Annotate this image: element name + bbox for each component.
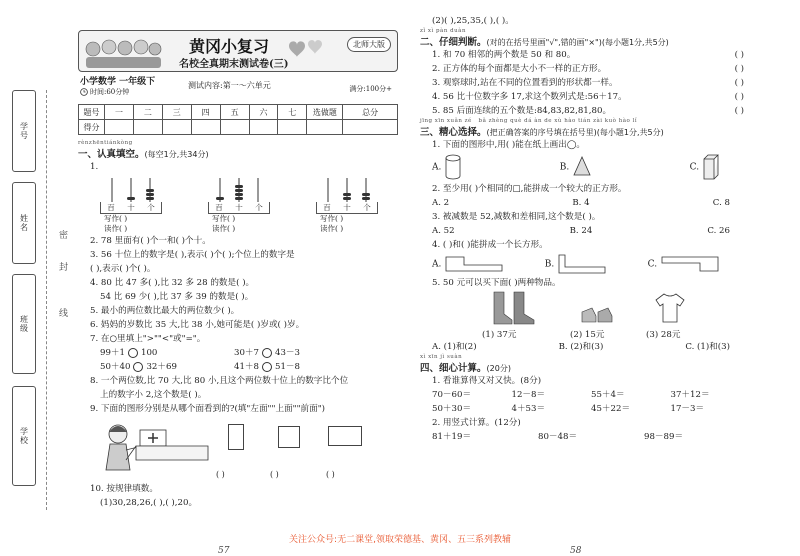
section-1-heading: 一、认真填空。 (78, 149, 145, 160)
option-a[interactable] (432, 154, 462, 180)
q5-options (420, 340, 750, 354)
option-c[interactable] (648, 255, 720, 273)
place-ones: 个 (147, 203, 155, 212)
section-1 (78, 140, 398, 510)
abacus-place-labels (316, 202, 378, 214)
calc-item[interactable]: 81＋19＝ (432, 432, 472, 442)
cut-line (46, 90, 47, 510)
abacus-icon (100, 176, 162, 202)
q1-options (420, 152, 750, 182)
q2-options (420, 196, 750, 210)
compare-left: 30＋7 (234, 348, 259, 358)
compare-right: 43－3 (275, 348, 300, 358)
option-label: B. (559, 162, 570, 173)
abacus-read[interactable]: 读作( ) (212, 224, 236, 233)
view-option-square (278, 426, 300, 448)
compare-circle[interactable] (262, 348, 272, 358)
question-line[interactable]: (2)( ),25,35,( ),( )。 (432, 16, 514, 26)
abacus-icon (316, 176, 378, 202)
option-c[interactable]: C. 8 (712, 198, 730, 208)
compare-right: 51－8 (275, 362, 300, 372)
price-3: (3) 28元 (646, 330, 681, 340)
place-hundreds: 百 (107, 203, 115, 212)
q4-options (420, 252, 750, 276)
abacus-icon (208, 176, 270, 202)
price-1: (1) 37元 (482, 330, 517, 340)
table-cell: 三 (162, 105, 191, 120)
brand-logo: 黄冈小复习 (189, 37, 270, 56)
question-line[interactable]: 5. 50 元可以买下面( )两种物品。 (432, 278, 561, 288)
question-1-number: 1. (90, 162, 99, 172)
notch-shape-icon (660, 255, 720, 273)
score-table (78, 104, 398, 135)
header-banner (78, 30, 398, 72)
question-line: 9. 下面的图形分别是从哪个面看到的?(填"左面""上面""前面") (90, 404, 326, 414)
place-ones: 个 (255, 203, 263, 212)
page-number-left: 57 (218, 546, 230, 556)
l-shape-icon (444, 255, 504, 273)
table-cell: 一 (105, 105, 134, 120)
question-line[interactable]: 6. 妈妈的岁数比 35 大,比 38 小,她可能是( )岁或( )岁。 (90, 320, 305, 330)
question-line[interactable]: 54 比 69 少( ),比 37 多 39 的数是( )。 (100, 292, 254, 302)
judge-blank[interactable]: ( ) (734, 78, 744, 88)
calc-item[interactable]: 80－48＝ (538, 432, 578, 442)
table-cell: 四 (191, 105, 220, 120)
judge-item (420, 76, 750, 90)
score-input-cell[interactable] (249, 120, 278, 135)
judge-text: 5. 85 后面连续的五个数是:84,83,82,81,80。 (432, 106, 612, 116)
hearts-decoration-icon (287, 37, 327, 63)
compare-circle[interactable] (128, 348, 138, 358)
cone-icon (572, 155, 592, 179)
compare-left: 99＋1 (100, 348, 125, 358)
subject-label: 小学数学 一年级下 (80, 77, 156, 87)
place-hundreds: 百 (215, 203, 223, 212)
option-label: C. (689, 162, 700, 173)
step-shape-icon (557, 253, 607, 275)
score-input-cell[interactable] (278, 120, 307, 135)
calc-item[interactable]: 70－60＝ (432, 390, 472, 400)
view-figures (78, 418, 398, 482)
place-tens: 十 (343, 203, 351, 212)
section-2-title (420, 34, 750, 48)
abacus-write[interactable]: 写作( ) (320, 214, 344, 223)
fold-char-3: 线 (57, 308, 67, 317)
judge-blank[interactable]: ( ) (734, 106, 744, 116)
student-id-label: 学号 (19, 122, 29, 140)
calc-item[interactable]: 12－8＝ (511, 390, 546, 400)
section-2-heading: 二、仔细判断。 (420, 37, 487, 48)
view-option-wide (328, 426, 362, 446)
judge-blank[interactable]: ( ) (734, 50, 744, 60)
section-3-pinyin-1: jīng xīn xuǎn zé (420, 118, 472, 124)
option-a[interactable]: A. 52 (432, 226, 455, 236)
calc-1-title: 1. 看谁算得又对又快。(8分) (432, 376, 542, 386)
option-label: A. (432, 162, 442, 173)
compare-left: 41＋8 (234, 362, 259, 372)
section-4-heading: 四、细心计算。 (420, 363, 487, 374)
section-4-pinyin: xì xīn jì suàn (420, 354, 463, 360)
boots-icon (490, 290, 540, 326)
table-cell: 总分 (343, 105, 398, 120)
place-tens: 十 (127, 203, 135, 212)
view-answer[interactable]: ( ) (326, 470, 335, 479)
abacus-place-labels (208, 202, 270, 214)
girl-with-box-illustration-icon (96, 420, 216, 480)
score-input-cell[interactable] (307, 120, 343, 135)
section-3-pinyin-2: bǎ zhèng què dá àn de xù hào tián zài kuò hào lǐ (478, 118, 638, 124)
calc-item[interactable]: 4＋53＝ (511, 404, 546, 414)
question-line[interactable]: ( ),表示( )个( )。 (90, 264, 156, 274)
score-input-cell[interactable] (133, 120, 162, 135)
option-c[interactable] (690, 153, 720, 181)
calc-item[interactable]: 98－89＝ (644, 432, 684, 442)
calc-item[interactable]: 17－3＝ (670, 404, 705, 414)
calc-item[interactable]: 45＋22＝ (591, 404, 631, 414)
compare-circle[interactable] (262, 362, 272, 372)
cylinder-icon (444, 154, 462, 180)
fold-char-2: 封 (57, 262, 67, 271)
score-table-row (79, 120, 398, 135)
abacus-read[interactable]: 读作( ) (104, 224, 128, 233)
compare-item (234, 360, 368, 374)
score-input-cell[interactable] (191, 120, 220, 135)
compare-circle[interactable] (133, 362, 143, 372)
abacus-2 (208, 176, 270, 234)
section-3-heading: 三、精心选择。 (420, 127, 487, 138)
school-label: 学校 (19, 427, 29, 445)
calc-2-grid (420, 430, 750, 444)
option-a[interactable]: A. (1)和(2) (432, 342, 477, 352)
judge-item (420, 104, 750, 118)
page-number-right: 58 (570, 546, 582, 556)
shoes-icon (580, 302, 614, 324)
promo-footer: 关注公众号:无二课堂,领取荣德基、黄冈、五三系列教辅 (289, 535, 511, 545)
section-1-title (78, 146, 398, 160)
option-label: C. (647, 259, 658, 270)
option-a[interactable] (432, 255, 504, 273)
abacus-write[interactable]: 写作( ) (104, 214, 128, 223)
judge-text: 4. 56 比十位数字多 17,求这个数列式是:56＋17。 (432, 92, 627, 102)
option-c[interactable]: C. 26 (707, 226, 730, 236)
table-cell: 七 (278, 105, 307, 120)
question-line[interactable]: 3. 56 十位上的数字是( ),表示( )个( );个位上的数字是 (90, 250, 295, 260)
q5-items (420, 290, 750, 340)
judge-item (420, 48, 750, 62)
class-box[interactable] (12, 274, 36, 374)
table-cell: 题号 (79, 105, 105, 120)
exam-title: 名校全真期末测试卷(三) (179, 59, 289, 70)
calc-item[interactable]: 37＋12＝ (670, 390, 710, 400)
name-label: 姓名 (19, 214, 29, 232)
question-line: 7. 在○里填上">""<"或"="。 (90, 334, 206, 344)
question-line: 10. 按规律填数。 (90, 484, 158, 494)
compare-item (100, 360, 234, 374)
student-id-box[interactable] (12, 90, 36, 172)
question-line[interactable]: 上的数字小 2,这个数是( )。 (100, 390, 207, 400)
question-line[interactable]: 1. 下面的图形中,用( )能在纸上画出◯。 (432, 140, 586, 150)
table-cell: 六 (249, 105, 278, 120)
option-b[interactable]: B. 24 (569, 226, 593, 236)
compare-item (100, 346, 234, 360)
option-c[interactable]: C. (1)和(3) (685, 342, 730, 352)
score-input-cell[interactable] (162, 120, 191, 135)
section-4-note: (20分) (486, 364, 511, 373)
test-scope: 测试内容:第一～六单元 (188, 81, 271, 90)
option-b[interactable] (560, 155, 592, 179)
abacus-3 (316, 176, 378, 234)
score-input-cell[interactable] (343, 120, 398, 135)
question-line: 8. 一个两位数,比 70 大,比 80 小,且这个两位数十位上的数字比个位 (90, 376, 349, 386)
section-4-title (420, 360, 750, 374)
compare-grid (78, 346, 398, 374)
judge-blank[interactable]: ( ) (734, 64, 744, 74)
section-3-note: (把正确答案的序号填在括号里)(每小题1分,共5分) (486, 128, 664, 137)
question-line[interactable]: 2. 至少用( )个相同的□,能拼成一个较大的正方形。 (432, 184, 627, 194)
calc-item[interactable]: 55＋4＝ (591, 390, 625, 400)
question-line[interactable]: 2. 78 里面有( )个一和( )个十。 (90, 236, 211, 246)
question-line[interactable]: 3. 被减数是 52,减数和差相同,这个数是( )。 (432, 212, 601, 222)
q3-options (420, 224, 750, 238)
question-line[interactable]: (1)30,28,26,( ),( ),20。 (100, 498, 198, 508)
children-illustration-icon (83, 35, 163, 69)
time-info (80, 87, 129, 97)
score-input-cell[interactable] (105, 120, 134, 135)
tshirt-icon (654, 292, 686, 324)
section-2-note: (对的在括号里画"√",错的画"×")(每小题1分,共5分) (486, 38, 669, 47)
fold-char-1: 密 (57, 230, 67, 239)
option-label: A. (432, 259, 442, 270)
view-answer[interactable]: ( ) (270, 470, 279, 479)
right-page (420, 14, 750, 556)
view-answer[interactable]: ( ) (216, 470, 225, 479)
option-b[interactable]: B. (2)和(3) (558, 342, 604, 352)
option-b[interactable]: B. 4 (572, 198, 590, 208)
option-b[interactable] (545, 253, 607, 275)
table-cell: 二 (133, 105, 162, 120)
compare-right: 100 (141, 348, 158, 358)
judge-item (420, 62, 750, 76)
left-page (78, 30, 398, 556)
abacus-1 (100, 176, 162, 234)
class-label: 班级 (19, 315, 29, 333)
question-line[interactable]: 4. 80 比 47 多( ),比 32 多 28 的数是( )。 (90, 278, 255, 288)
cuboid-icon (702, 153, 720, 181)
judge-text: 3. 观察球时,站在不同的位置看到的形状都一样。 (432, 78, 618, 88)
compare-left: 50＋40 (100, 362, 131, 372)
score-input-cell[interactable] (220, 120, 249, 135)
section-3-title (420, 124, 750, 138)
table-cell: 五 (220, 105, 249, 120)
compare-right: 32＋69 (146, 362, 177, 372)
calc-item[interactable]: 50＋30＝ (432, 404, 472, 414)
section-2-pinyin: zǐ xì pàn duàn (420, 28, 466, 34)
binding-strip (4, 90, 70, 510)
abacus-place-labels (100, 202, 162, 214)
clock-icon (80, 88, 88, 96)
judge-blank[interactable]: ( ) (734, 92, 744, 102)
full-score: 满分:100分+ (349, 85, 392, 93)
judge-text: 2. 正方体的每个面都是大小不一样的正方形。 (432, 64, 607, 74)
option-a[interactable]: A. 2 (432, 198, 450, 208)
judge-text: 1. 和 70 相邻的两个数是 50 和 80。 (432, 50, 576, 60)
view-option-tall (228, 424, 244, 450)
compare-item (234, 346, 368, 360)
place-tens: 十 (235, 203, 243, 212)
price-2: (2) 15元 (570, 330, 605, 340)
question-line[interactable]: 5. 最小的两位数比最大的两位数少( )。 (90, 306, 240, 316)
calc-2-title: 2. 用竖式计算。(12分) (432, 418, 521, 428)
name-box[interactable] (12, 182, 36, 264)
place-ones: 个 (363, 203, 371, 212)
table-cell: 得分 (79, 120, 105, 135)
meta-row (78, 72, 398, 100)
section-1-note: (每空1分,共34分) (144, 150, 209, 159)
calc-1-grid (420, 388, 750, 416)
question-line[interactable]: 4. ( )和( )能拼成一个长方形。 (432, 240, 548, 250)
abacus-row (78, 176, 398, 234)
table-cell: 选做题 (307, 105, 343, 120)
section-1-pinyin: rènzhēntiánkòng (78, 140, 133, 146)
score-table-header (79, 105, 398, 120)
edition-badge: 北师大版 (347, 37, 391, 52)
place-hundreds: 百 (323, 203, 331, 212)
abacus-write[interactable]: 写作( ) (212, 214, 236, 223)
abacus-read[interactable]: 读作( ) (320, 224, 344, 233)
school-box[interactable] (12, 386, 36, 486)
time-label: 时间:60分钟 (90, 88, 130, 96)
option-label: B. (544, 259, 555, 270)
judge-item (420, 90, 750, 104)
